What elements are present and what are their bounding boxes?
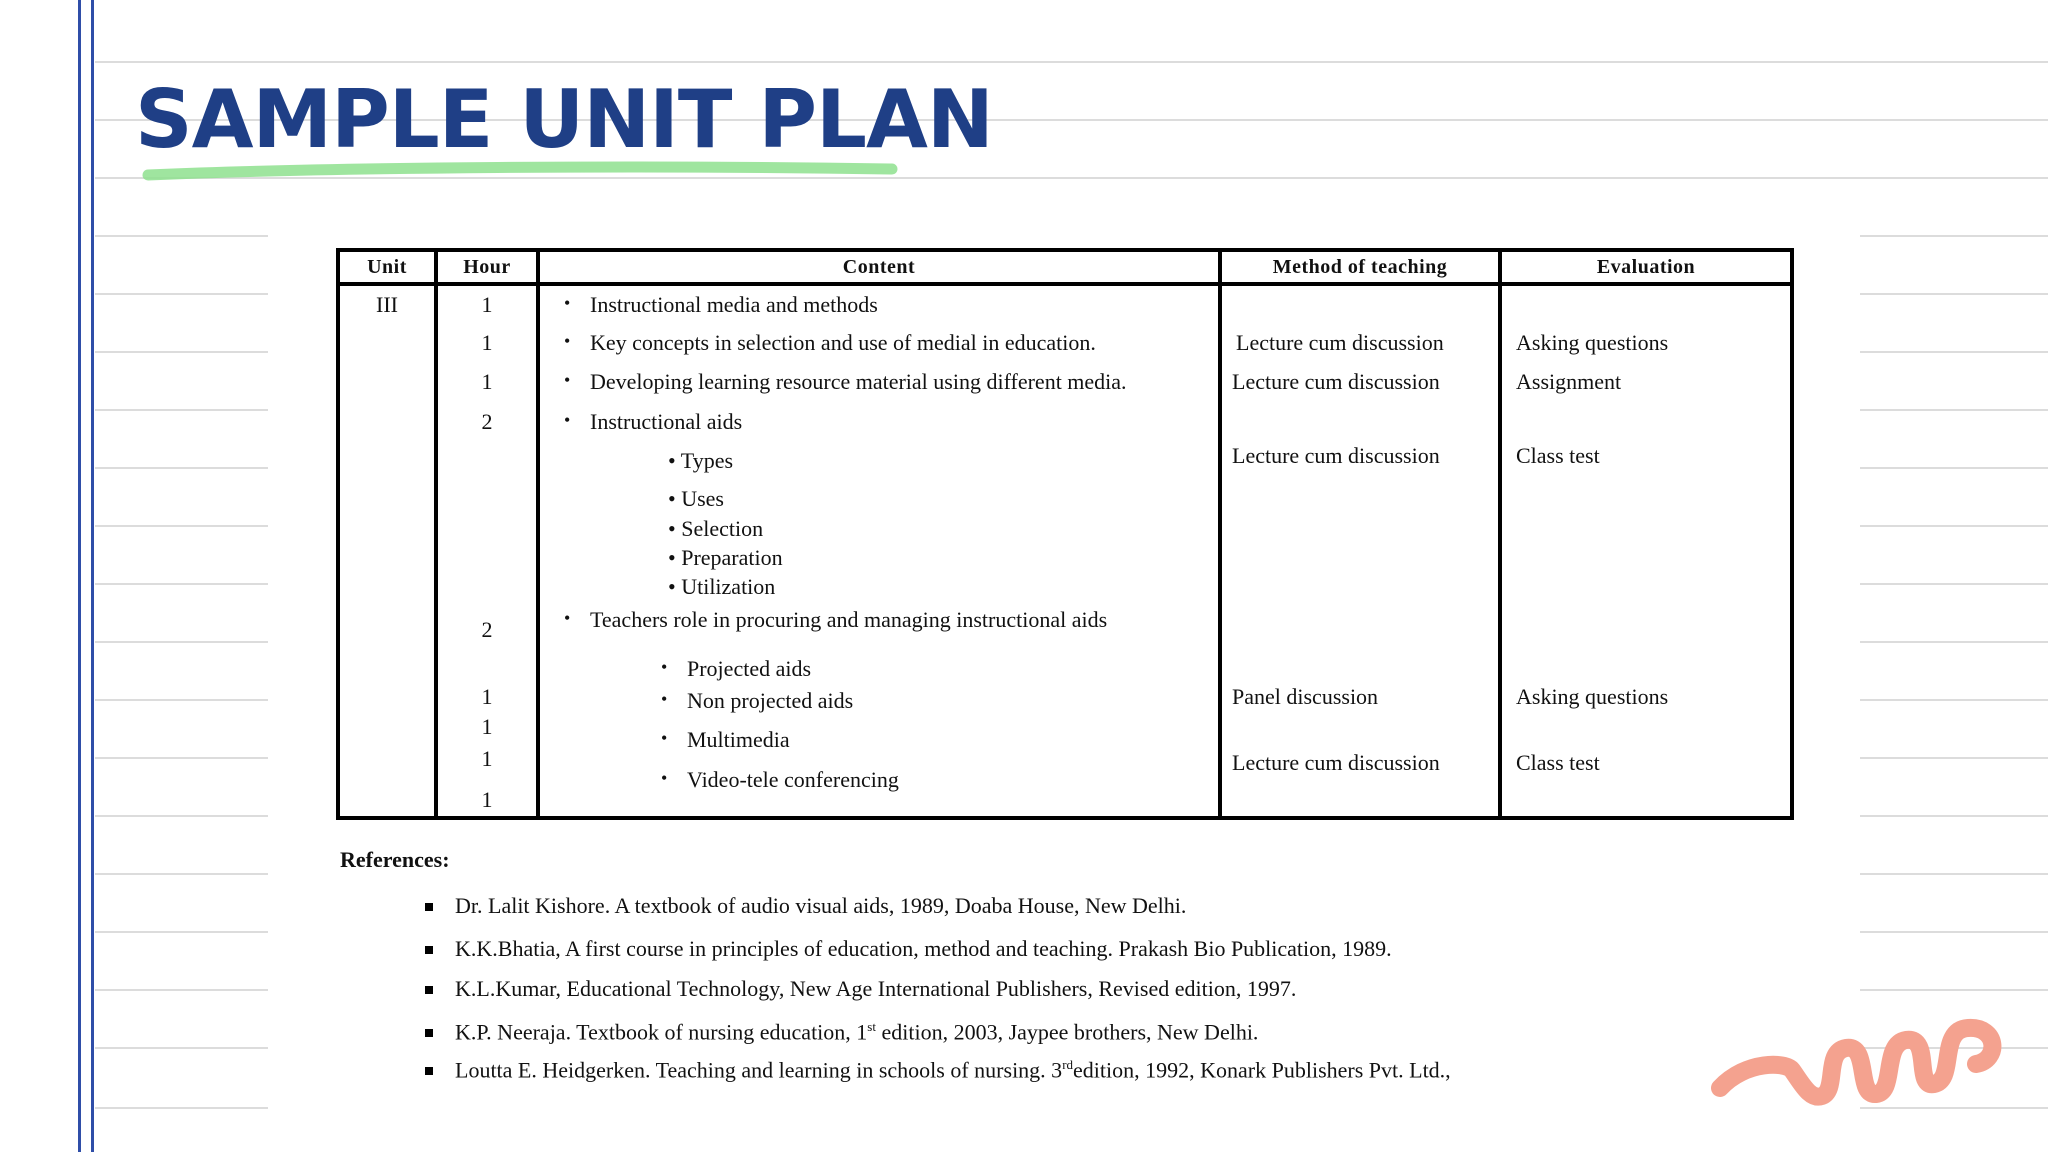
content-subitem: • Multimedia xyxy=(687,727,790,753)
margin-line-left xyxy=(78,0,81,1152)
content-subitem: • Video-tele conferencing xyxy=(687,767,899,793)
evaluation-value: Assignment xyxy=(1516,369,1622,394)
content-subitem: • Types xyxy=(668,448,734,473)
content-item: • Key concepts in selection and use of medial in education. xyxy=(590,330,1096,356)
evaluation-value: Asking questions xyxy=(1516,330,1669,355)
reference-item: Dr. Lalit Kishore. A textbook of audio visual aids, 1989, Doaba House, New Delhi. xyxy=(455,893,1187,918)
hour-value: 1 xyxy=(481,787,493,812)
header-unit: Unit xyxy=(338,250,436,284)
content-item: • Instructional media and methods xyxy=(590,292,878,318)
hour-value: 1 xyxy=(481,714,493,739)
content-item: • Developing learning resource material using different media. xyxy=(590,369,1127,395)
method-value: Lecture cum discussion xyxy=(1232,369,1440,394)
evaluation-value: Class test xyxy=(1516,443,1600,468)
hour-value: 2 xyxy=(481,617,493,642)
content-subitem: • Preparation xyxy=(668,545,783,570)
hour-value: 1 xyxy=(481,369,493,394)
references-heading: References: xyxy=(340,847,450,872)
method-value: Panel discussion xyxy=(1232,684,1379,709)
hour-value: 1 xyxy=(481,330,493,355)
hour-value: 1 xyxy=(481,684,493,709)
reference-item: K.P. Neeraja. Textbook of nursing education, 1st edition, 2003, Jaypee brothers, New Delhi. xyxy=(455,1019,1259,1045)
hour-value: 1 xyxy=(481,292,493,317)
evaluation-value: Class test xyxy=(1516,750,1600,775)
method-value: Lecture cum discussion xyxy=(1236,330,1444,355)
page-title: SAMPLE UNIT PLAN xyxy=(135,73,993,166)
header-content: Content xyxy=(538,250,1220,284)
unit-plan-table xyxy=(336,248,1794,820)
table-body-row xyxy=(338,284,1792,818)
content-subitem: • Uses xyxy=(668,486,724,511)
hour-cell xyxy=(436,284,538,818)
header-method: Method of teaching xyxy=(1220,250,1500,284)
header-hour: Hour xyxy=(436,250,538,284)
reference-item: K.K.Bhatia, A first course in principles of education, method and teaching. Prakash Bio Publication, 1989. xyxy=(455,936,1392,961)
reference-item: K.L.Kumar, Educational Technology, New Age International Publishers, Revised edition, 1997. xyxy=(455,976,1297,1001)
content-item: • Instructional aids xyxy=(590,409,742,435)
decorative-squiggle xyxy=(1706,1000,2006,1110)
evaluation-cell xyxy=(1500,284,1792,818)
content-subitem: • Non projected aids xyxy=(687,688,853,714)
unit-cell xyxy=(338,284,436,818)
content-subitem: • Projected aids xyxy=(687,656,811,682)
content-subitem: • Utilization xyxy=(668,574,776,599)
slide-content xyxy=(268,232,1860,1112)
table-header-row xyxy=(338,250,1792,284)
method-cell xyxy=(1220,284,1500,818)
method-value: Lecture cum discussion xyxy=(1232,750,1440,775)
content-item: • Teachers role in procuring and managing instructional aids xyxy=(590,607,1107,633)
content-subitem: • Selection xyxy=(668,516,764,541)
reference-item: Loutta E. Heidgerken. Teaching and learning in schools of nursing. 3rdedition, 1992, Konark Publishers Pvt. Ltd., xyxy=(455,1057,1451,1083)
unit-value: III xyxy=(376,292,398,317)
header-evaluation: Evaluation xyxy=(1500,250,1792,284)
method-value: Lecture cum discussion xyxy=(1232,443,1440,468)
hour-value: 2 xyxy=(481,409,493,434)
hour-value: 1 xyxy=(481,746,493,771)
evaluation-value: Asking questions xyxy=(1516,684,1669,709)
margin-line-right xyxy=(91,0,94,1152)
content-cell xyxy=(538,284,1220,818)
